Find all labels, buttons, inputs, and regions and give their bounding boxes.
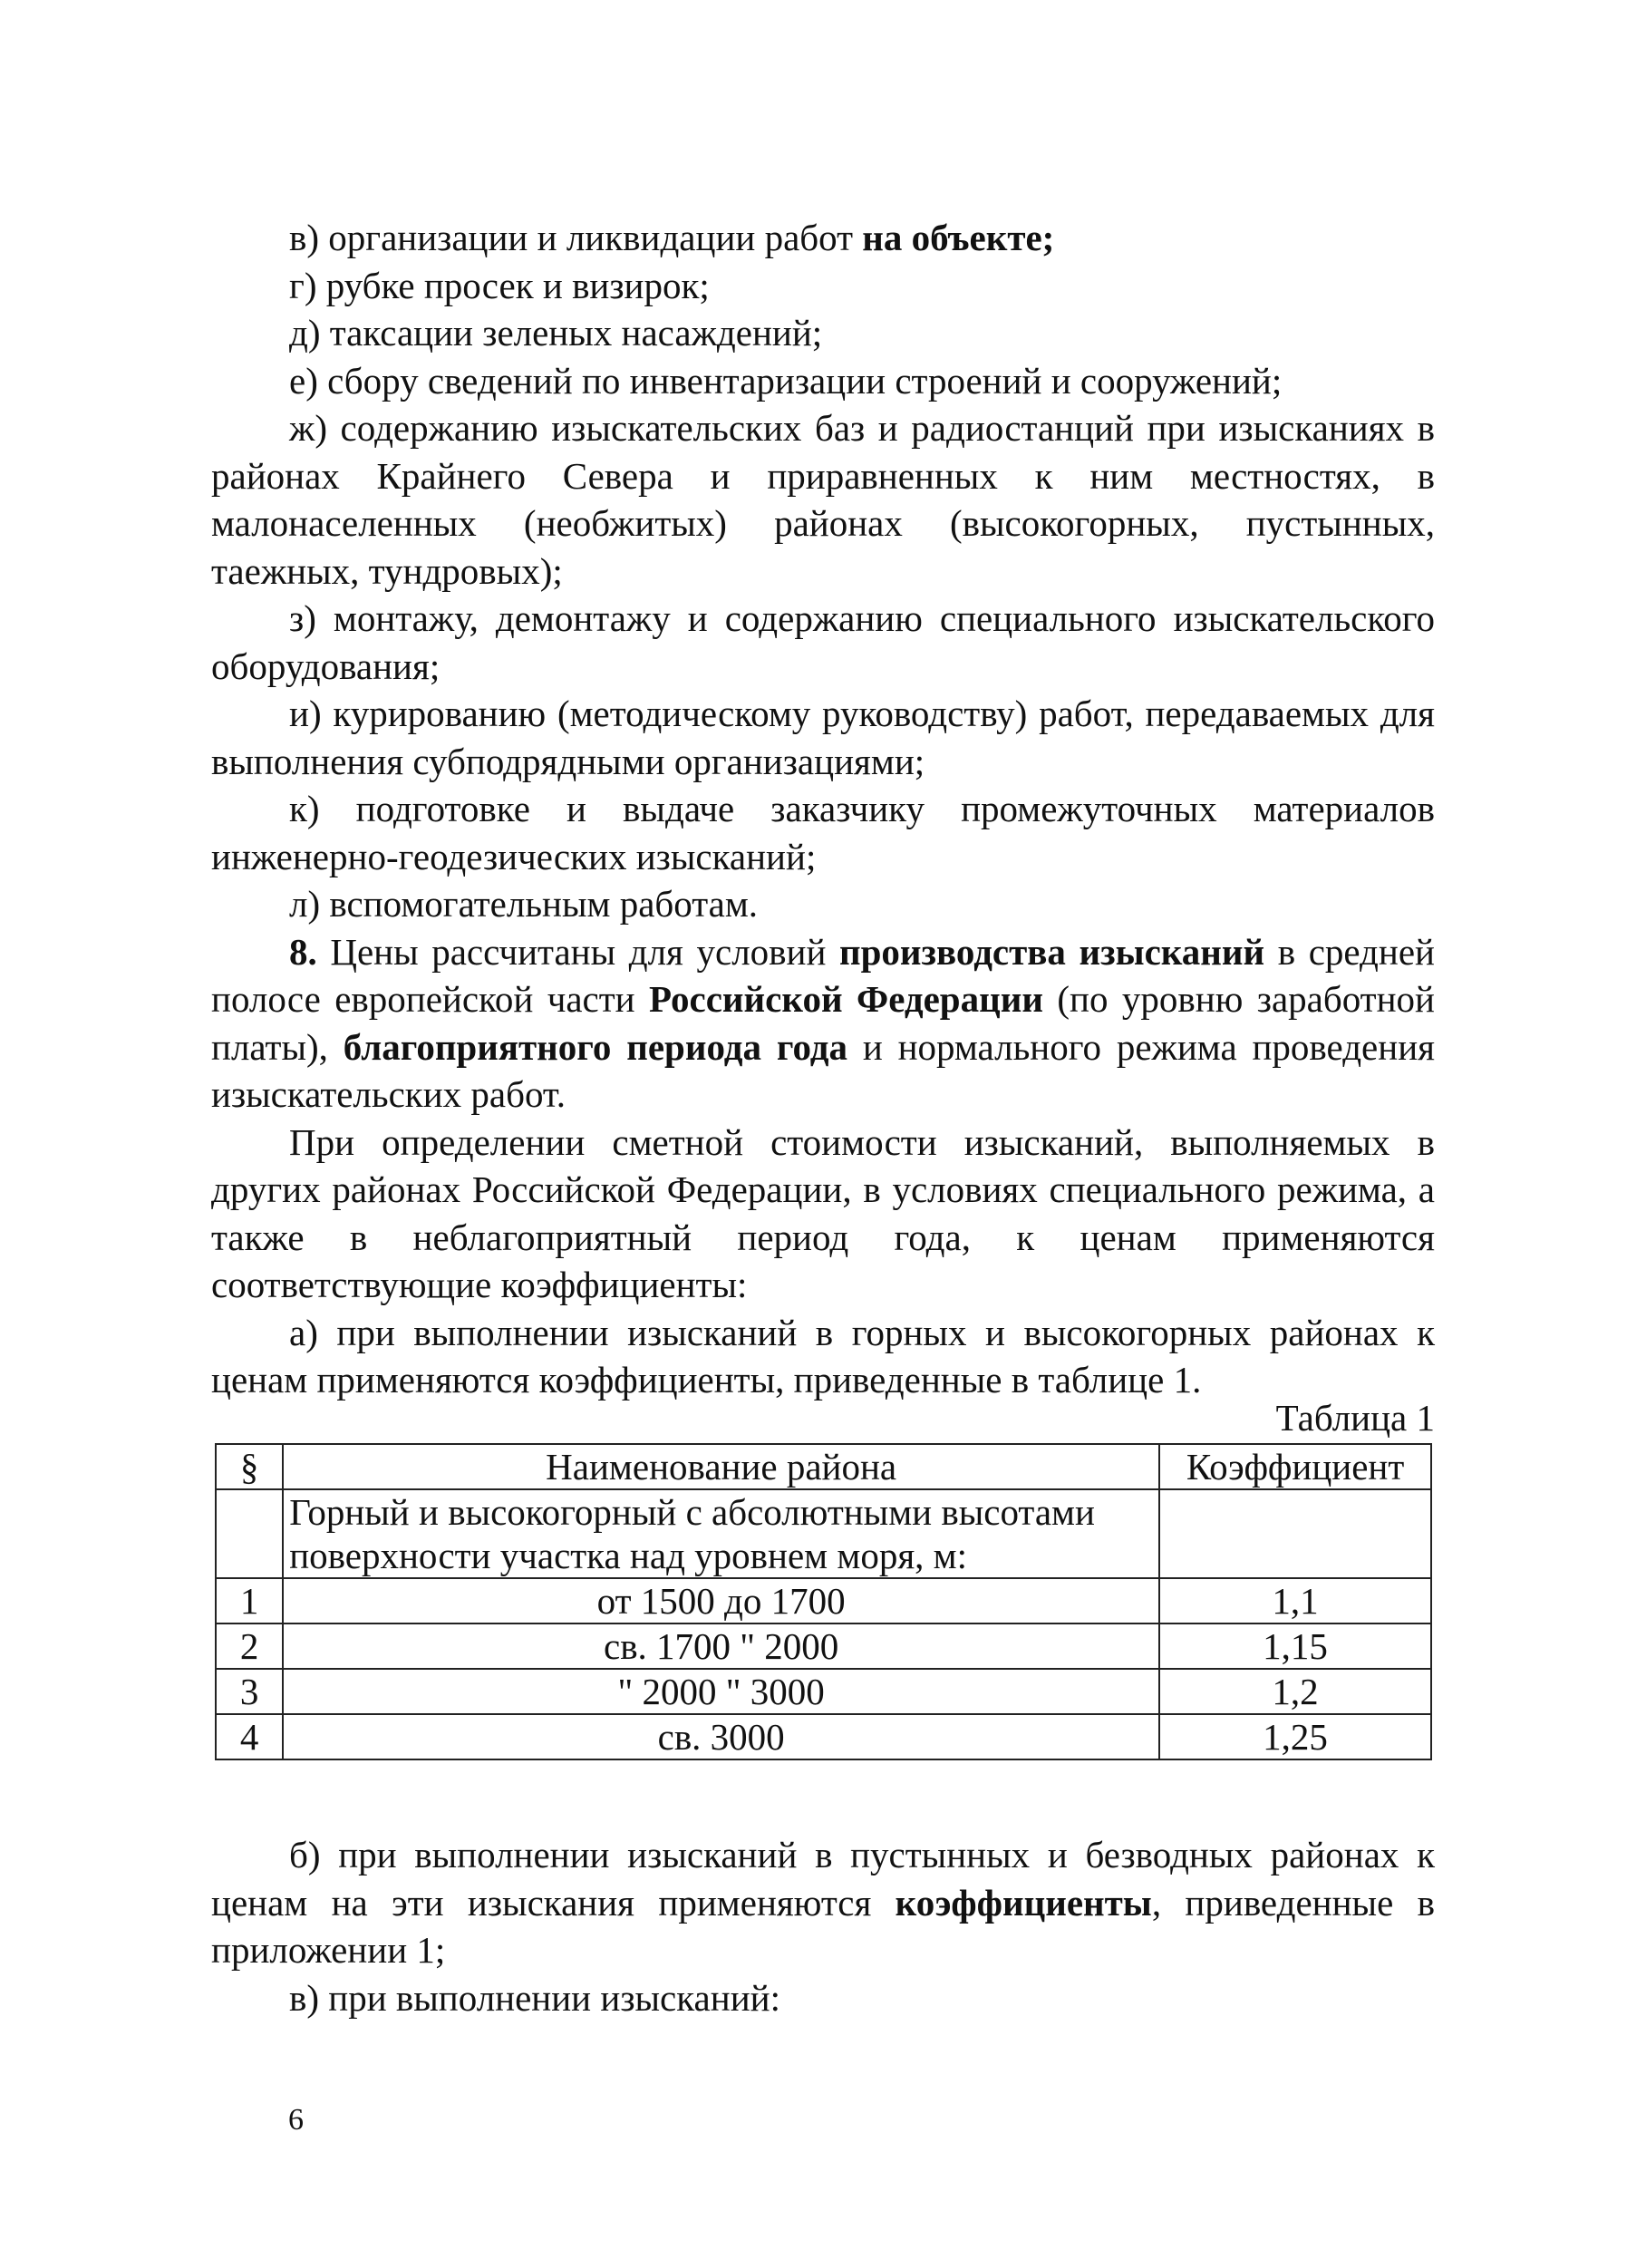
- row-coef: 1,1: [1159, 1578, 1431, 1623]
- item-d: д) таксации зеленых насаждений;: [289, 312, 823, 354]
- item-l: л) вспомогательным работам.: [289, 883, 759, 925]
- table-group-row: [216, 1489, 1431, 1578]
- paragraph-8-text-d: (по уровню заработной платы),: [211, 978, 1435, 1068]
- paragraph-opredelenie: При определении сметной стоимости изысканий, выполняемых в других районах Российской Федерации, в условиях специального режима, а также в неблагоприятный период года, к ценам применяются соответствующие коэффициенты:: [211, 1120, 1435, 1305]
- group-coef-cell: [1159, 1489, 1431, 1578]
- item-b-bold: коэффициенты: [895, 1881, 1152, 1924]
- item-v2: в) при выполнении изысканий:: [289, 1976, 780, 2019]
- paragraph-8-bold-2: Российской Федерации: [649, 978, 1043, 1020]
- row-coef: 1,25: [1159, 1714, 1431, 1759]
- item-v: [211, 214, 1435, 262]
- table-row: [216, 1578, 1431, 1623]
- row-name: " 2000 " 3000: [283, 1669, 1159, 1714]
- item-z: з) монтажу, демонтажу и содержанию специального изыскательского оборудования;: [211, 597, 1435, 687]
- item-a: а) при выполнении изысканий в горных и высокогорных районах к ценам применяются коэффициенты, приведенные в таблице 1.: [211, 1311, 1435, 1401]
- item-zh: ж) содержанию изыскательских баз и радиостанций при изысканиях в районах Крайнего Севера и приравненных к ним местностях, в малонаселенных (необжитых) районах (высокогорных, пустынных, таежных, тундровых);: [211, 407, 1435, 592]
- page-number: 6: [288, 2103, 304, 2137]
- header-num: §: [216, 1444, 283, 1489]
- item-i: и) курированию (методическому руководству) работ, передаваемых для выполнения субподрядными организациями;: [211, 693, 1435, 782]
- body-text-bottom: [211, 1831, 1435, 2021]
- body-text-top: [211, 214, 1435, 1404]
- paragraph-8-text-a: Цены рассчитаны для условий: [316, 930, 839, 973]
- group-num-cell: [216, 1489, 283, 1578]
- row-coef: 1,2: [1159, 1669, 1431, 1714]
- row-name: от 1500 до 1700: [283, 1578, 1159, 1623]
- item-v-bold: на объекте;: [862, 217, 1055, 258]
- paragraph-8-text-c: в средней полосе европейской части: [211, 930, 1435, 1020]
- row-num: 1: [216, 1578, 283, 1623]
- item-g: г) рубке просек и визирок;: [289, 264, 710, 306]
- row-name: св. 3000: [283, 1714, 1159, 1759]
- row-num: 4: [216, 1714, 283, 1759]
- table-row: [216, 1623, 1431, 1669]
- table-row: [216, 1714, 1431, 1759]
- row-num: 3: [216, 1669, 283, 1714]
- header-coef: Коэффициент: [1159, 1444, 1431, 1489]
- item-b-text-a: б) при выполнении изысканий в пустынных и безводных районах к ценам на эти изыскания применяются: [211, 1834, 1435, 1924]
- group-label: Горный и высокогорный с абсолютными высотами поверхности участка над уровнем моря, м:: [283, 1489, 1159, 1578]
- item-e: е) сбору сведений по инвентаризации строений и сооружений;: [289, 359, 1283, 402]
- paragraph-8-bold-1: производства изысканий: [838, 930, 1265, 973]
- paragraph-8-text-e: и нормального режима проведения изыскательских работ.: [211, 1025, 1435, 1115]
- row-coef: 1,15: [1159, 1623, 1431, 1669]
- row-name: св. 1700 " 2000: [283, 1623, 1159, 1669]
- header-name: Наименование района: [283, 1444, 1159, 1489]
- item-v-text: в) организации и ликвидации работ: [289, 217, 863, 258]
- row-num: 2: [216, 1623, 283, 1669]
- paragraph-8-bold-3: благоприятного периода года: [343, 1025, 847, 1068]
- item-b-text-c: , приведенные в приложении 1;: [211, 1881, 1436, 1971]
- item-b: [211, 1831, 1435, 1974]
- table-caption: Таблица 1: [1275, 1397, 1435, 1439]
- paragraph-8: [211, 928, 1435, 1119]
- table-row: [216, 1669, 1431, 1714]
- table-header-row: [216, 1444, 1431, 1489]
- coefficient-table: [215, 1443, 1432, 1760]
- paragraph-8-number: 8.: [289, 930, 317, 973]
- item-k: к) подготовке и выдаче заказчику промежуточных материалов инженерно-геодезических изысканий;: [211, 788, 1435, 877]
